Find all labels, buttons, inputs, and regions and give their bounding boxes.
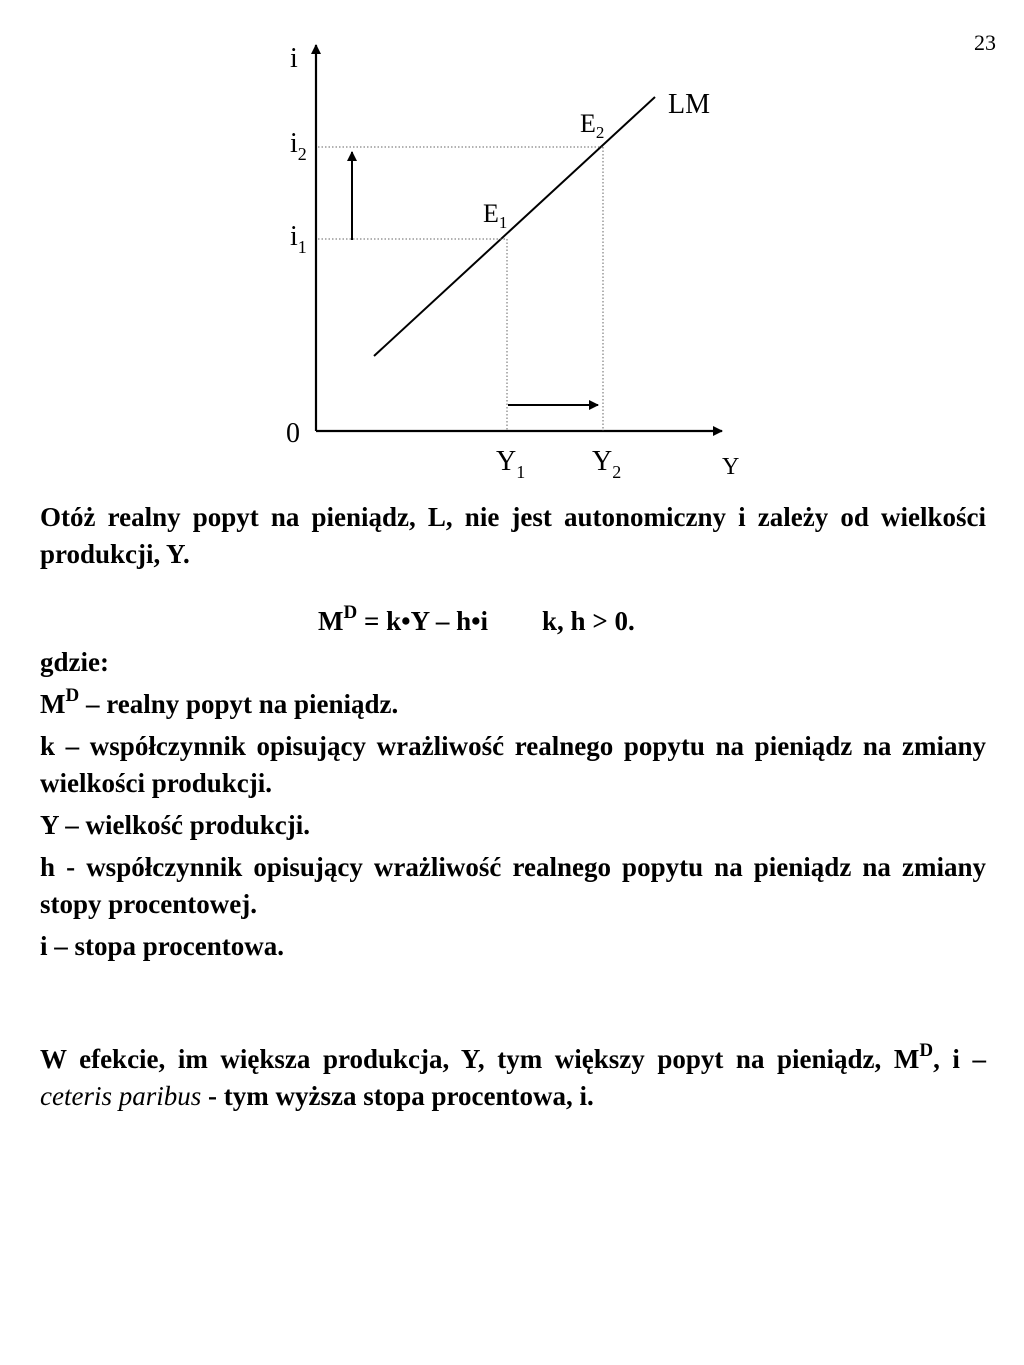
lm-diagram: [0, 0, 1024, 490]
y-tick-i1: $i_1$: [290, 221, 307, 257]
formula-rest: = k•Y – h•i k, h > 0.: [357, 606, 635, 636]
def-md-sup: D: [65, 685, 80, 706]
conclusion-sup: D: [919, 1040, 934, 1061]
definition-h: h - współczynnik opisujący wrażliwość realnego popytu na pieniądz na zmiany stopy procentowej.: [40, 852, 986, 919]
origin-label: 0: [286, 418, 300, 449]
y-axis-label: i: [290, 43, 298, 74]
definition-i: i – stopa procentowa.: [40, 931, 285, 961]
definition-k: k – współczynnik opisujący wrażliwość realnego popytu na pieniądz na zmiany wielkości produkcji.: [40, 731, 986, 798]
gdzie-label: gdzie:: [40, 647, 109, 677]
lm-label: LM: [668, 89, 710, 120]
formula-sup: D: [343, 602, 358, 623]
intro-text: Otóż realny popyt na pieniądz, L, nie jest autonomiczny i zależy od wielkości produkcji, Y.: [40, 502, 986, 569]
conclusion-a: W efekcie, im większa produkcja, Y, tym większy popyt na pieniądz, M: [40, 1044, 920, 1074]
conclusion-b: , i –: [933, 1044, 986, 1074]
conclusion-paragraph: [40, 1041, 986, 1115]
y-tick-i2: $i_2$: [290, 128, 307, 164]
conclusion-text: [40, 1041, 986, 1115]
point-e1-label: $E_1$: [483, 199, 508, 232]
formula-m: M: [318, 606, 344, 636]
def-md-rest: – realny popyt na pieniądz.: [79, 689, 399, 719]
conclusion-italic: ceteris paribus: [40, 1081, 202, 1111]
intro-paragraph: [40, 499, 986, 573]
def-md-m: M: [40, 689, 66, 719]
point-e2-label: $E_2$: [580, 109, 605, 142]
definition-y: Y – wielkość produkcji.: [40, 810, 311, 840]
x-tick-y1: $Y_1$: [496, 446, 526, 482]
x-axis-label: Y: [722, 454, 740, 480]
conclusion-c: - tym wyższa stopa procentowa, i.: [201, 1081, 594, 1111]
definitions: [40, 644, 986, 965]
x-tick-y2: $Y_2$: [592, 446, 622, 482]
money-demand-formula: [318, 603, 635, 640]
lm-curve: [374, 97, 655, 356]
page-number: 23: [974, 30, 996, 55]
definition-md: [40, 686, 986, 723]
